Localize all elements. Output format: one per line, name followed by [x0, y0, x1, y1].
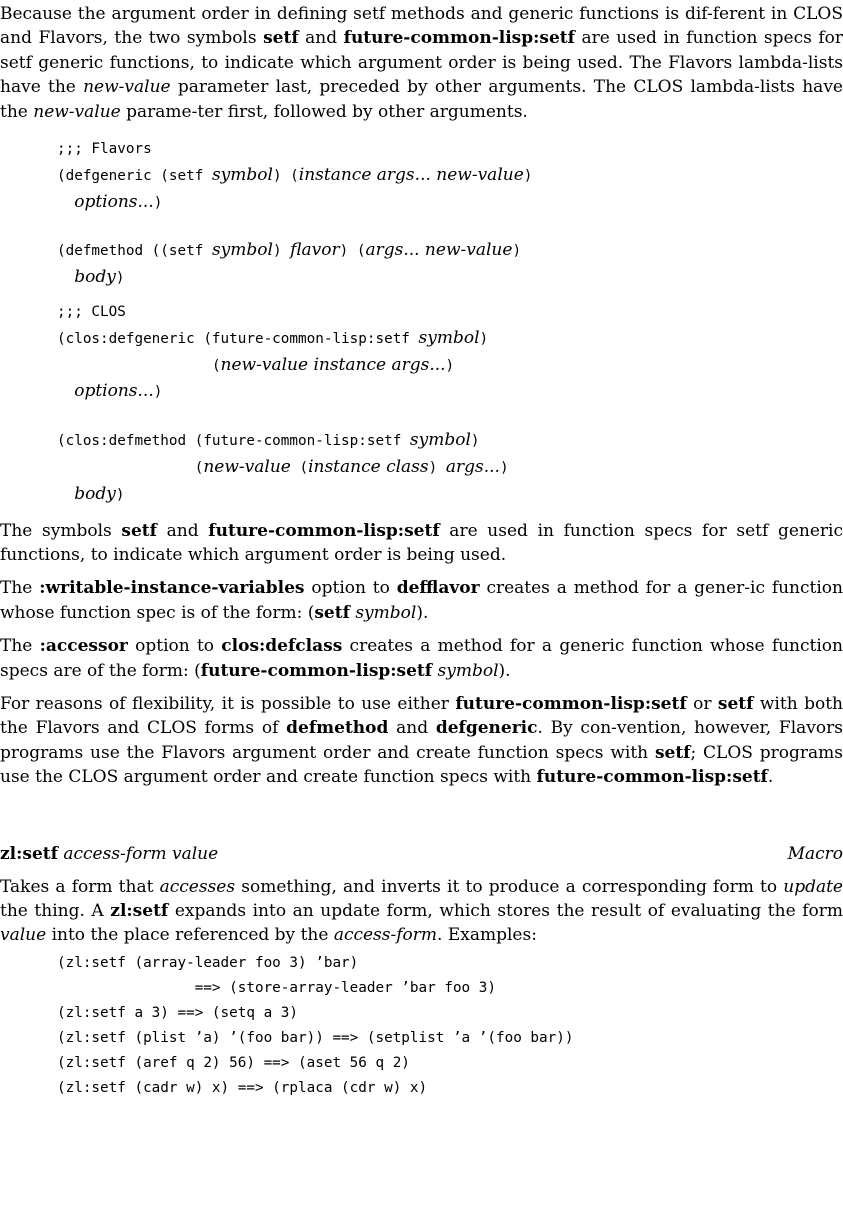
code-param: body: [74, 267, 116, 288]
term-symbol: symbol: [437, 660, 499, 681]
term-future-common-lisp-setf: future-common-lisp:setf: [200, 660, 433, 681]
term-value: value: [0, 925, 47, 946]
code-param: instance class: [308, 457, 429, 477]
code-line: (zl:setf a 3) ==> (setq a 3): [57, 1004, 299, 1021]
paragraph-zl-setf-description: [0, 875, 843, 948]
code-line: [57, 238, 843, 265]
code-param: symbol: [211, 164, 273, 185]
code-param: new-value instance args...: [220, 354, 446, 375]
code-param: options...: [74, 381, 154, 402]
text: ; CLOS programs use the CLOS argument order and create function specs with: [0, 742, 843, 788]
term-accesses: accesses: [159, 876, 236, 897]
term-setf: setf: [263, 28, 299, 49]
code-line: [57, 379, 843, 406]
code-param: options...: [74, 191, 154, 212]
code-text: ): [272, 243, 291, 260]
text: and: [388, 718, 436, 739]
code-example-zl-setf: [0, 951, 843, 1101]
code-line: ==> (store-array-leader ’bar foo 3): [57, 979, 496, 996]
code-text: ): [153, 384, 163, 401]
text: and: [298, 28, 344, 49]
intro-paragraph: [0, 2, 843, 124]
code-text: ): [115, 270, 125, 287]
term-zl-setf: zl:setf: [110, 901, 169, 922]
text: For reasons of flexibility, it is possible to use either: [0, 694, 456, 715]
term-symbol: symbol: [355, 602, 417, 623]
text: .: [767, 767, 774, 788]
term-new-value: new-value: [33, 101, 121, 122]
code-comment: ;;; Flavors: [57, 141, 152, 158]
code-text: ): [470, 433, 480, 450]
text: parameter last, preceded by other arguments. The CLOS lambda-lists have the: [0, 77, 843, 122]
text: Because the argument order in defining setf methods and generic functions is dif-ferent in CLOS and Flavors, the two symbols: [0, 4, 843, 49]
text: expands into an update form, which stores the result of evaluating the form: [168, 901, 843, 922]
entry-kind: Macro: [787, 843, 843, 864]
code-line: [57, 455, 843, 482]
code-text: (: [194, 460, 204, 476]
code-text: ): [445, 357, 455, 374]
code-text: ): [499, 460, 509, 476]
code-text: ): [428, 460, 446, 476]
code-line: [57, 428, 843, 455]
code-example-flavors-clos: [0, 137, 843, 509]
code-line: (zl:setf (plist ’a) ’(foo bar)) ==> (setplist ’a ’(foo bar)): [57, 1029, 574, 1046]
code-line: [57, 265, 843, 292]
dictionary-entry-header: [0, 842, 843, 866]
text: The symbols: [0, 520, 122, 541]
code-comment: ;;; CLOS: [57, 304, 126, 321]
code-line: [57, 163, 843, 190]
term-setf: setf: [654, 742, 691, 763]
code-line: [57, 137, 843, 163]
code-text: (defgeneric (setf: [57, 167, 212, 184]
code-line: (zl:setf (aref q 2) 56) ==> (aset 56 q 2): [57, 1054, 410, 1071]
term-new-value: new-value: [83, 77, 171, 98]
code-param: symbol: [418, 327, 480, 348]
term-setf: setf: [121, 520, 157, 541]
text: are used in function specs for setf generic functions, to indicate which argument order is being used.: [0, 520, 843, 565]
entry-args: access-form value: [63, 843, 219, 864]
term-setf: setf: [314, 602, 350, 623]
code-line: [57, 190, 843, 217]
text: The: [0, 578, 40, 599]
code-line: [57, 482, 843, 509]
text: or: [686, 694, 718, 715]
code-text: (clos:defgeneric (future-common-lisp:setf: [57, 330, 419, 347]
code-param: symbol: [211, 240, 273, 261]
text: ).: [416, 602, 429, 623]
code-text: (defmethod ((setf: [57, 243, 212, 260]
code-text: ) (: [339, 243, 366, 260]
term-setf: setf: [717, 694, 754, 715]
code-param: flavor: [290, 240, 340, 261]
text: and: [156, 520, 209, 541]
code-text: ): [512, 243, 522, 260]
code-text: ): [153, 194, 163, 211]
text: The: [0, 636, 40, 657]
code-line: [57, 353, 843, 380]
text: option to: [304, 578, 397, 599]
term-future-common-lisp-setf: future-common-lisp:setf: [455, 694, 687, 715]
code-line: [57, 300, 843, 326]
text: . Examples:: [437, 925, 537, 946]
text: creates a method for a gener-ic function whose function spec is of the form: (: [0, 578, 843, 623]
code-line: (zl:setf (array-leader foo 3) ’bar): [57, 954, 359, 971]
term-future-common-lisp-setf: future-common-lisp:setf: [343, 28, 575, 49]
code-param: instance args... new-value: [298, 164, 524, 185]
code-line: [57, 326, 843, 353]
code-param: body: [74, 483, 116, 504]
code-line: (zl:setf (cadr w) x) ==> (rplaca (cdr w) x): [57, 1079, 428, 1096]
text: into the place referenced by the: [46, 925, 334, 946]
text: ).: [498, 660, 511, 681]
term-future-common-lisp-setf: future-common-lisp:setf: [208, 520, 440, 541]
code-text: (clos:defmethod (future-common-lisp:setf: [57, 433, 410, 450]
paragraph-accessor: [0, 634, 843, 683]
term-update: update: [783, 876, 843, 897]
entry-name: zl:setf: [0, 843, 58, 864]
text: are used in function specs for setf generic functions, to indicate which argument order is being used. The Flavors lambda-lists have the: [0, 28, 843, 98]
code-param: new-value: [203, 457, 291, 477]
text: creates a method for a generic function whose function specs are of the form: (: [0, 636, 843, 681]
term-access-form: access-form: [333, 925, 438, 946]
paragraph-writable-instance-variables: [0, 576, 843, 625]
text: the thing. A: [0, 901, 111, 922]
term-defflavor: defflavor: [396, 578, 480, 599]
code-param: symbol: [409, 430, 471, 451]
term-accessor: :accessor: [39, 636, 128, 657]
text: parame-ter first, followed by other arguments.: [120, 101, 528, 122]
entry-signature: [0, 842, 218, 866]
term-defgeneric: defgeneric: [435, 718, 538, 739]
code-param: args...: [445, 457, 500, 477]
term-future-common-lisp-setf: future-common-lisp:setf: [536, 767, 768, 788]
code-text: ): [115, 486, 125, 503]
text: with both the Flavors and CLOS forms of: [0, 694, 843, 739]
code-text: ): [523, 167, 533, 184]
text: something, and inverts it to produce a corresponding form to: [235, 876, 784, 897]
code-text: ): [479, 330, 489, 347]
code-param: args... new-value: [365, 240, 513, 261]
code-text: ) (: [272, 167, 299, 184]
code-text: (: [290, 460, 309, 476]
paragraph-symbols: [0, 519, 843, 568]
term-writable-instance-variables: :writable-instance-variables: [39, 578, 305, 599]
paragraph-flexibility: [0, 692, 843, 790]
code-text: (: [211, 357, 221, 374]
term-defmethod: defmethod: [286, 718, 389, 739]
text: option to: [127, 636, 222, 657]
text: Takes a form that: [0, 876, 160, 897]
text: . By con-vention, however, Flavors programs use the Flavors argument order and create function specs with: [0, 718, 843, 763]
term-clos-defclass: clos:defclass: [221, 636, 343, 657]
